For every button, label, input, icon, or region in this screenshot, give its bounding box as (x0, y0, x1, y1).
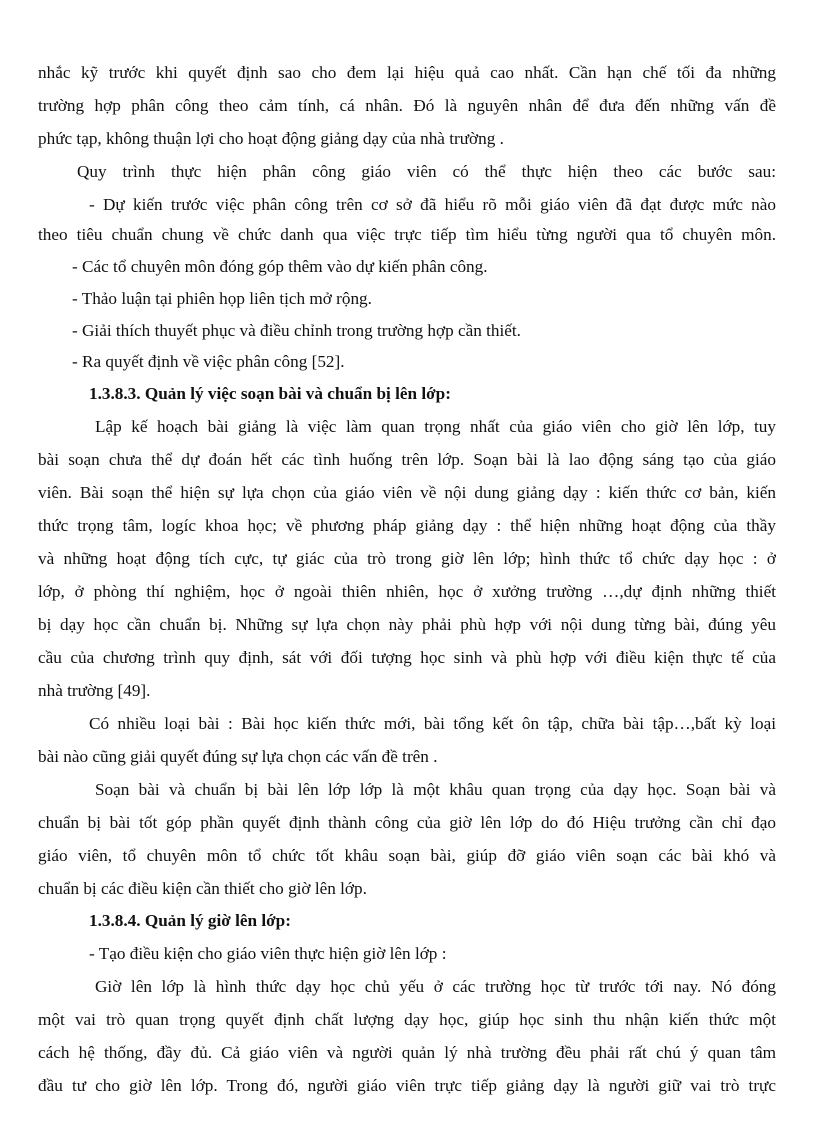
text-line: - Các tổ chuyên môn đóng góp thêm vào dự kiến phân công. (72, 257, 488, 276)
text-line: cách hệ thống, đầy đủ. Cả giáo viên và người quản lý nhà trường đều phải rất chú ý quan tâm (38, 1043, 776, 1062)
section-heading-1-3-8-3: 1.3.8.3. Quản lý việc soạn bài và chuẩn bị lên lớp: (89, 384, 451, 403)
text-line: - Tạo điều kiện cho giáo viên thực hiện giờ lên lớp : (89, 944, 447, 963)
text-line: Soạn bài và chuẩn bị bài lên lớp lớp là một khâu quan trọng của dạy học. Soạn bài và (95, 780, 776, 799)
text-line: Quy trình thực hiện phân công giáo viên có thể thực hiện theo các bước sau: (77, 162, 776, 181)
text-line: cầu của chương trình quy định, sát với đối tượng học sinh và phù hợp với điều kiện thực tế của (38, 648, 776, 667)
text-line: nhà trường [49]. (38, 681, 151, 700)
text-line: giáo viên, tổ chuyên môn tổ chức tốt khâu soạn bài, giúp đỡ giáo viên soạn các bài khó và (38, 846, 776, 865)
text-line: - Ra quyết định về việc phân công [52]. (72, 352, 345, 371)
text-line: - Thảo luận tại phiên họp liên tịch mở rộng. (72, 289, 372, 308)
text-line: Lập kế hoạch bài giảng là việc làm quan trọng nhất của giáo viên cho giờ lên lớp, tuy (95, 417, 776, 436)
text-line: theo tiêu chuẩn chung về chức danh qua việc trực tiếp tìm hiểu từng người qua tổ chuyên môn. (38, 225, 776, 244)
text-line: trường hợp phân công theo cảm tính, cá nhân. Đó là nguyên nhân để đưa đến những vấn đề (38, 96, 776, 115)
text-line: một vai trò quan trọng quyết định chất lượng dạy học, giúp học sinh thu nhận kiến thức một (38, 1010, 776, 1029)
text-line: nhắc kỹ trước khi quyết định sao cho đem lại hiệu quả cao nhất. Cần hạn chế tối đa những (38, 63, 776, 82)
text-line: chuẩn bị các điều kiện cần thiết cho giờ lên lớp. (38, 879, 367, 898)
text-line: bị dạy học cần chuẩn bị. Những sự lựa chọn này phải phù hợp với nội dung từng bài, đúng yêu (38, 615, 776, 634)
text-line: lớp, ở phòng thí nghiệm, học ở ngoài thiên nhiên, học ở xưởng trường …,dự định những thiết (38, 582, 776, 601)
text-line: thức trọng tâm, logíc khoa học; về phương pháp giảng dạy : thể hiện những hoạt động của thầy (38, 516, 776, 535)
text-line: chuẩn bị bài tốt góp phần quyết định thành công của giờ lên lớp do đó Hiệu trưởng cần chỉ đạo (38, 813, 776, 832)
text-line: viên. Bài soạn thể hiện sự lựa chọn của giáo viên về nội dung giảng dạy : kiến thức cơ bản, kiến (38, 483, 776, 502)
section-heading-1-3-8-4: 1.3.8.4. Quản lý giờ lên lớp: (89, 911, 291, 930)
text-line: bài nào cũng giải quyết đúng sự lựa chọn các vấn đề trên . (38, 747, 438, 766)
text-line: đầu tư cho giờ lên lớp. Trong đó, người giáo viên trực tiếp giảng dạy là người giữ vai trò trực (38, 1076, 776, 1095)
text-line: - Giải thích thuyết phục và điều chỉnh trong trường hợp cần thiết. (72, 321, 521, 340)
text-line: Có nhiều loại bài : Bài học kiến thức mới, bài tổng kết ôn tập, chữa bài tập…,bất kỳ loại (89, 714, 776, 733)
text-line: Giờ lên lớp là hình thức dạy học chủ yếu ở các trường học từ trước tới nay. Nó đóng (95, 977, 776, 996)
text-line: - Dự kiến trước việc phân công trên cơ sở đã hiểu rõ mỗi giáo viên đã đạt được mức nào (89, 195, 776, 214)
text-line: và những hoạt động tích cực, tự giác của trò trong giờ lên lớp; hình thức tổ chức dạy học : ở (38, 549, 776, 568)
text-line: phức tạp, không thuận lợi cho hoạt động giảng dạy của nhà trường . (38, 129, 504, 148)
text-line: bài soạn chưa thể dự đoán hết các tình huống trên lớp. Soạn bài là lao động sáng tạo của giáo (38, 450, 776, 469)
